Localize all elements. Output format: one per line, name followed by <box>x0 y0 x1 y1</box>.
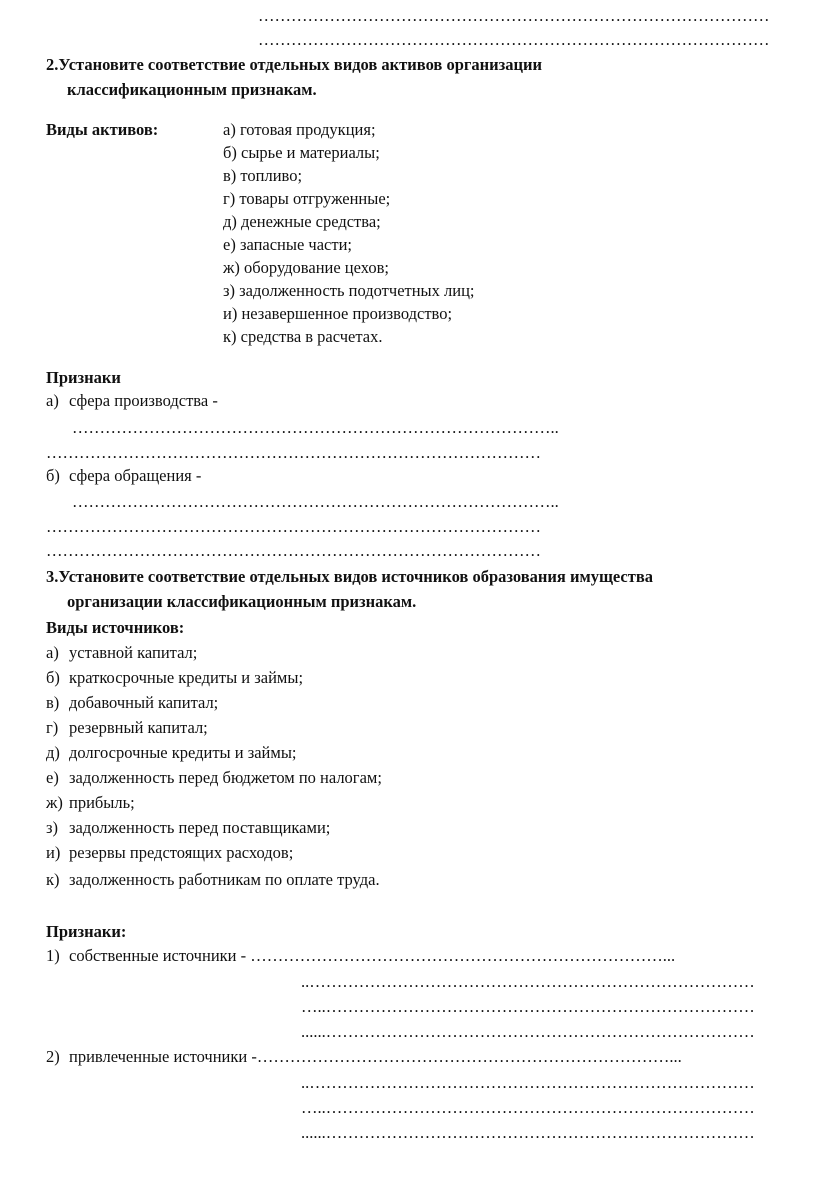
answer-dots-line: ..……………………………………………………………………… <box>301 972 755 991</box>
sign-marker: б) <box>46 466 60 485</box>
asset-item: е) запасные части; <box>223 235 352 254</box>
source-marker: в) <box>46 693 60 712</box>
sign-text: собственные источники - …………………………………………………………………... <box>69 946 676 965</box>
sign-text: сфера производства - <box>69 391 218 410</box>
task2-title-continuation: классификационным признакам. <box>67 80 317 99</box>
assets-label: Виды активов: <box>46 120 159 139</box>
answer-dots-line: ......…………………………………………………………………… <box>301 1022 755 1041</box>
source-marker: ж) <box>46 793 63 812</box>
source-marker: к) <box>46 870 60 889</box>
answer-dots-line: ..……………………………………………………………………… <box>301 1073 755 1092</box>
answer-dots-line: ……………………………………………………………………………… <box>46 517 541 536</box>
signs-label: Признаки: <box>46 922 127 941</box>
asset-item: б) сырье и материалы; <box>223 143 380 162</box>
sign-marker: 2) <box>46 1047 60 1066</box>
answer-dots-line: …..…………………………………………………………………… <box>301 1098 755 1117</box>
source-marker: г) <box>46 718 59 737</box>
source-item: резервный капитал; <box>69 718 208 737</box>
sources-label: Виды источников: <box>46 618 185 637</box>
asset-item: и) незавершенное производство; <box>223 304 453 323</box>
task3-title: 3.Установите соответствие отдельных видов источников образования имущества <box>46 567 654 586</box>
source-marker: д) <box>46 743 60 762</box>
source-marker: б) <box>46 668 60 687</box>
source-item: долгосрочные кредиты и займы; <box>69 743 297 762</box>
asset-item: к) средства в расчетах. <box>223 327 383 346</box>
answer-dots-line: ……………………………………………………………………………… <box>46 541 541 560</box>
answer-dots-line: …………………………………………………………………………….. <box>72 492 559 511</box>
sign-text: сфера обращения - <box>69 466 202 485</box>
answer-dots-line: ......…………………………………………………………………… <box>301 1123 755 1142</box>
source-marker: и) <box>46 843 61 862</box>
answer-dots-line: …..…………………………………………………………………… <box>301 997 755 1016</box>
answer-dots-line: ………………………………………………………………………………… <box>258 30 770 49</box>
asset-item: а) готовая продукция; <box>223 120 376 139</box>
source-item: резервы предстоящих расходов; <box>69 843 294 862</box>
source-item: задолженность работникам по оплате труда. <box>69 870 380 889</box>
asset-item: г) товары отгруженные; <box>223 189 391 208</box>
sign-marker: а) <box>46 391 59 410</box>
source-item: прибыль; <box>69 793 135 812</box>
source-marker: а) <box>46 643 59 662</box>
source-item: задолженность перед бюджетом по налогам; <box>69 768 382 787</box>
asset-item: д) денежные средства; <box>223 212 381 231</box>
asset-item: з) задолженность подотчетных лиц; <box>223 281 475 300</box>
asset-item: в) топливо; <box>223 166 303 185</box>
answer-dots-line: ……………………………………………………………………………… <box>46 443 541 462</box>
source-item: задолженность перед поставщиками; <box>69 818 331 837</box>
source-marker: е) <box>46 768 59 787</box>
source-marker: з) <box>46 818 59 837</box>
source-item: добавочный капитал; <box>69 693 219 712</box>
signs-label: Признаки <box>46 368 121 387</box>
sign-marker: 1) <box>46 946 60 965</box>
source-item: краткосрочные кредиты и займы; <box>69 668 304 687</box>
task3-title-continuation: организации классификационным признакам. <box>67 592 417 611</box>
answer-dots-line: …………………………………………………………………………….. <box>72 418 559 437</box>
asset-item: ж) оборудование цехов; <box>223 258 389 277</box>
source-item: уставной капитал; <box>69 643 198 662</box>
task2-title: 2.Установите соответствие отдельных видов активов организации <box>46 55 543 74</box>
sign-text: привлеченные источники -…………………………………………………………………... <box>69 1047 682 1066</box>
answer-dots-line: ………………………………………………………………………………… <box>258 6 770 25</box>
